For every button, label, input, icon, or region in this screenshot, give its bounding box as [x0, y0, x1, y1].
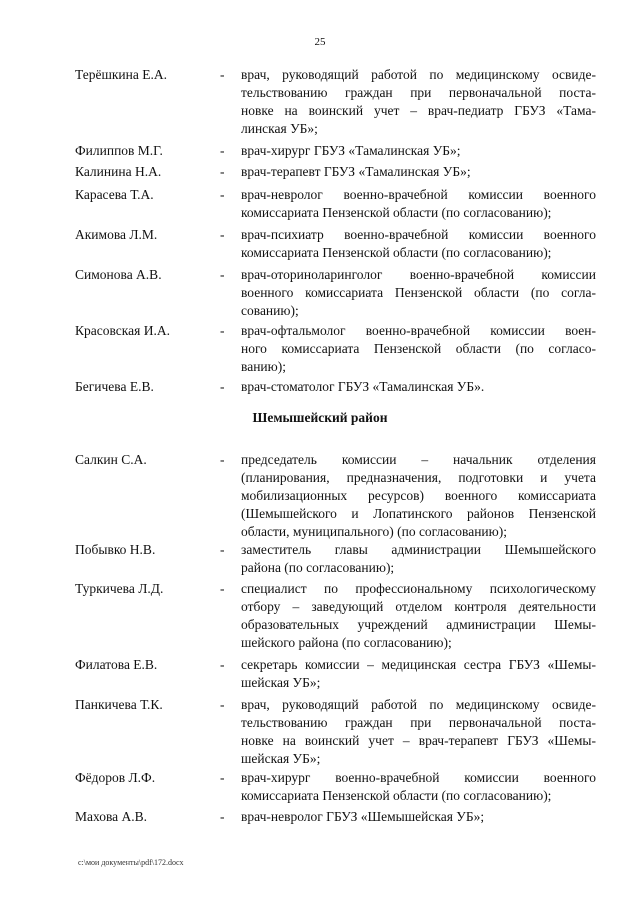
role-line: образовательных учреждений администрации Шемы-: [241, 617, 596, 632]
role-line: комиссариата Пензенской области (по согласованию);: [241, 788, 552, 803]
separator-dash: -: [220, 164, 225, 179]
person-name: Побывко Н.В.: [75, 542, 156, 557]
role-line: сованию);: [241, 303, 299, 318]
role-line: района (по согласованию);: [241, 560, 395, 575]
person-name: Фёдоров Л.Ф.: [75, 770, 156, 785]
role-line: врач-невролог военно-врачебной комиссии военного: [241, 187, 596, 202]
role-line: военного комиссариата Пензенской области (по согла-: [241, 285, 596, 300]
role-line: врач-невролог ГБУЗ «Шемышейская УБ»;: [241, 809, 485, 824]
separator-dash: -: [220, 542, 225, 557]
role-line: новке на воинский учет – врач-педиатр ГБУЗ «Тама-: [241, 103, 596, 118]
role-line: комиссариата Пензенской области (по согласованию);: [241, 245, 552, 260]
role-line: новке на воинский учет – врач-терапевт ГБУЗ «Шемы-: [241, 733, 596, 748]
role-line: врач, руководящий работой по медицинскому освиде-: [241, 697, 596, 712]
person-name: Салкин С.А.: [75, 452, 147, 467]
role-line: секретарь комиссии – медицинская сестра ГБУЗ «Шемы-: [241, 657, 596, 672]
page-number: 25: [314, 36, 326, 48]
person-name: Красовская И.А.: [75, 323, 170, 338]
separator-dash: -: [220, 697, 225, 712]
role-line: шейская УБ»;: [241, 675, 321, 690]
person-name: Бегичева Е.В.: [75, 379, 154, 394]
separator-dash: -: [220, 143, 225, 158]
role-line: линская УБ»;: [241, 121, 318, 136]
role-line: ванию);: [241, 359, 286, 374]
role-line: комиссариата Пензенской области (по согласованию);: [241, 205, 552, 220]
role-line: врач-хирург военно-врачебной комиссии военного: [241, 770, 596, 785]
person-role: [241, 378, 596, 396]
role-line: (Шемышейского и Лопатинского районов Пензенской: [241, 506, 596, 521]
role-line: специалист по профессиональному психологическому: [241, 581, 596, 596]
person-role: [241, 808, 596, 826]
role-line: мобилизационных ресурсов) военного комиссариата: [241, 488, 596, 503]
role-line: шейская УБ»;: [241, 751, 321, 766]
role-line: заместитель главы администрации Шемышейского: [241, 542, 596, 557]
role-line: области, муниципального) (по согласованию);: [241, 524, 507, 539]
person-name: Филатова Е.В.: [75, 657, 158, 672]
role-line: председатель комиссии – начальник отделения: [241, 452, 596, 467]
role-line: ного комиссариата Пензенской области (по согласо-: [241, 341, 596, 356]
person-name: Панкичева Т.К.: [75, 697, 163, 712]
role-line: врач-психиатр военно-врачебной комиссии военного: [241, 227, 596, 242]
separator-dash: -: [220, 809, 225, 824]
section-heading: Шемышейский район: [252, 410, 388, 425]
role-line: (планирования, предназначения, подготовки и учета: [241, 470, 596, 485]
person-name: Карасева Т.А.: [75, 187, 154, 202]
person-name: Терёшкина Е.А.: [75, 67, 167, 82]
separator-dash: -: [220, 67, 225, 82]
person-name: Туркичева Л.Д.: [75, 581, 164, 596]
person-name: Симонова А.В.: [75, 267, 162, 282]
person-name: Калинина Н.А.: [75, 164, 162, 179]
role-line: врач, руководящий работой по медицинскому освиде-: [241, 67, 596, 82]
role-line: шейского района (по согласованию);: [241, 635, 452, 650]
separator-dash: -: [220, 770, 225, 785]
person-role: [241, 580, 596, 652]
role-line: врач-стоматолог ГБУЗ «Тамалинская УБ».: [241, 379, 485, 394]
role-line: врач-хирург ГБУЗ «Тамалинская УБ»;: [241, 143, 461, 158]
separator-dash: -: [220, 581, 225, 596]
separator-dash: -: [220, 187, 225, 202]
person-role: [241, 769, 596, 805]
person-role: [241, 656, 596, 692]
role-line: отбору – заведующий отделом контроля деятельности: [241, 599, 596, 614]
separator-dash: -: [220, 227, 225, 242]
person-name: Махова А.В.: [75, 809, 148, 824]
role-line: врач-офтальмолог военно-врачебной комиссии воен-: [241, 323, 596, 338]
person-role: [241, 142, 596, 160]
separator-dash: -: [220, 452, 225, 467]
person-role: [241, 163, 596, 181]
separator-dash: -: [220, 267, 225, 282]
person-role: [241, 451, 596, 541]
person-role: [241, 186, 596, 222]
person-role: [241, 226, 596, 262]
separator-dash: -: [220, 379, 225, 394]
person-role: [241, 696, 596, 768]
person-role: [241, 322, 596, 376]
footer-file-path: c:\мои документы\pdf\172.docx: [78, 858, 184, 867]
person-role: [241, 266, 596, 320]
separator-dash: -: [220, 323, 225, 338]
person-name: Филиппов М.Г.: [75, 143, 163, 158]
role-line: врач-терапевт ГБУЗ «Тамалинская УБ»;: [241, 164, 471, 179]
separator-dash: -: [220, 657, 225, 672]
role-line: тельствованию граждан при первоначальной поста-: [241, 715, 596, 730]
role-line: тельствованию граждан при первоначальной поста-: [241, 85, 596, 100]
person-name: Акимова Л.М.: [75, 227, 158, 242]
person-role: [241, 541, 596, 577]
role-line: врач-оториноларинголог военно-врачебной комиссии: [241, 267, 596, 282]
person-role: [241, 66, 596, 138]
